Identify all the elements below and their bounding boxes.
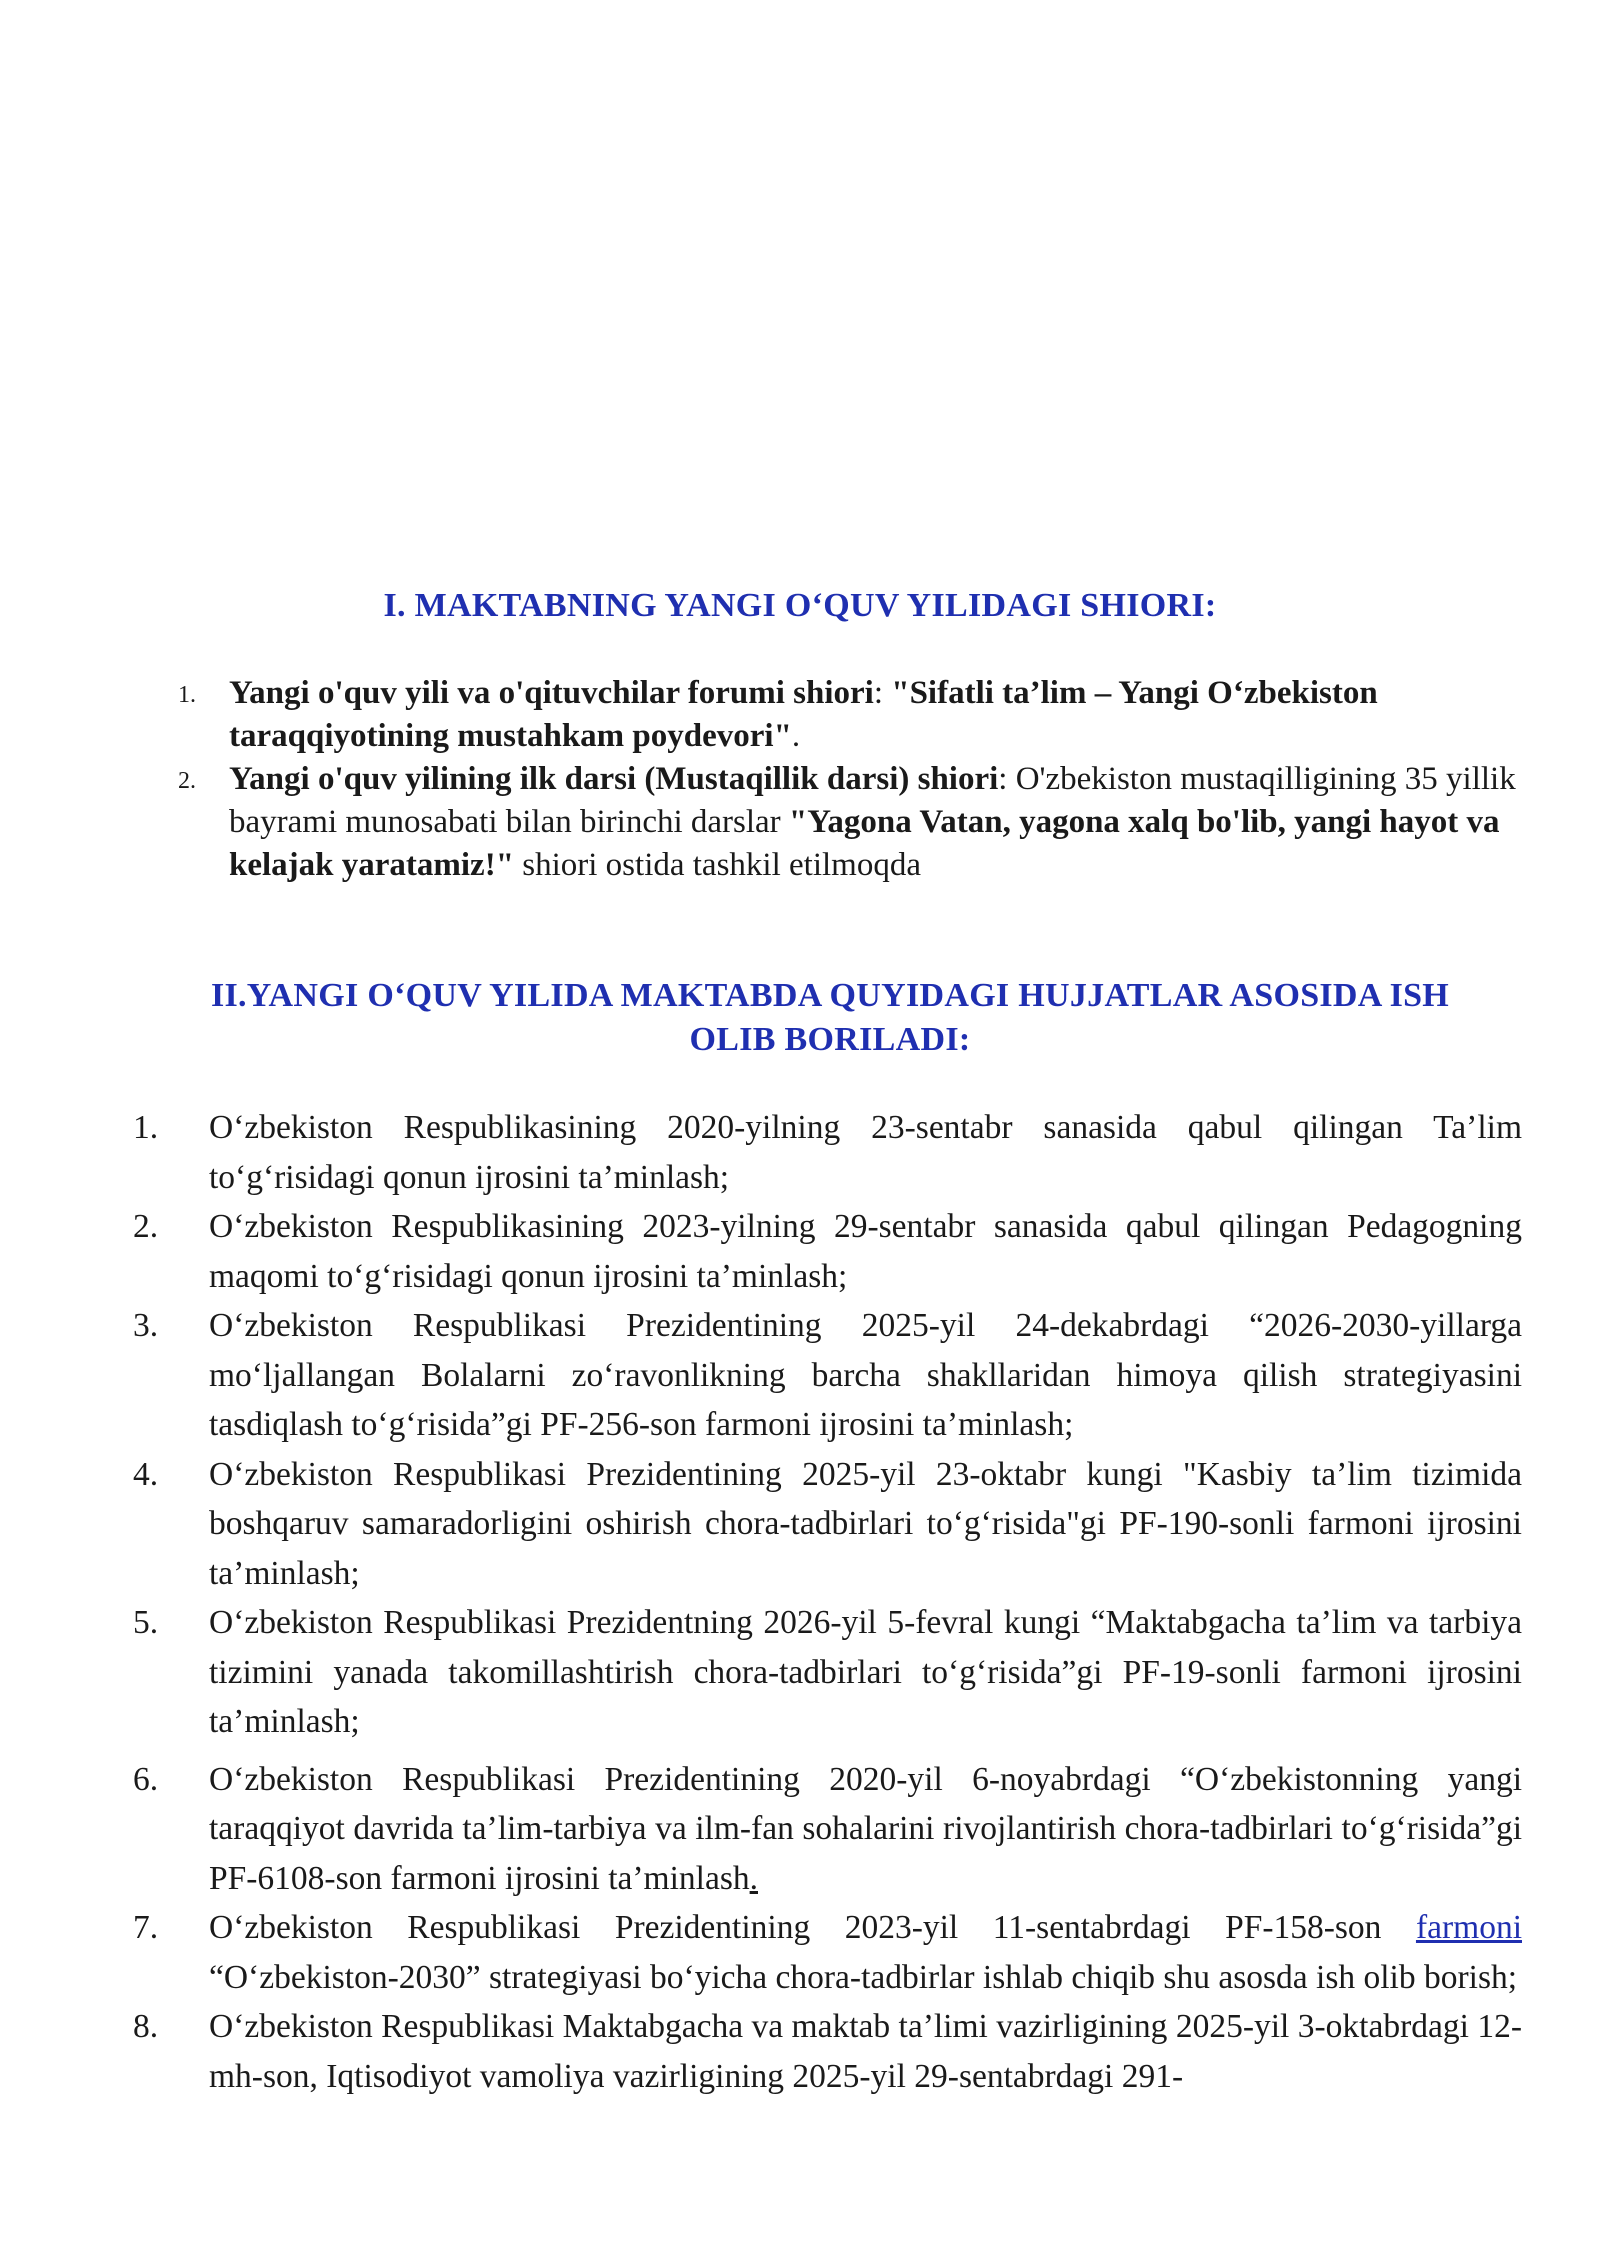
item-tail: . — [749, 1859, 758, 1897]
item-text: O‘zbekiston Respublikasining 2020-yilning 23-sentabr sanasida qabul qilingan Ta’lim to‘g‘risidagi qonun ijrosini ta’minlash; — [209, 1109, 1522, 1196]
item-text: O‘zbekiston Respublikasi Maktabgacha va maktab ta’limi vazirligining 2025-yil 3-oktabrdagi 12-mh-son, Iqtisodiyot vamoliya vazirligining 2025-yil 29-sentabrdagi 291- — [209, 2008, 1522, 2095]
slogan-number: 2. — [178, 768, 196, 794]
slogan-quote: "Yagona Vatan, yagona xalq bo'lib, yangi hayot va kelajak yaratamiz!" — [229, 804, 1500, 883]
document-item-6 — [0, 1755, 1522, 1904]
document-item-5 — [0, 1598, 1522, 1747]
slogan-label: Yangi o'quv yili va o'qituvchilar forumi shiori — [229, 675, 874, 711]
slogan-label: Yangi o'quv yilining ilk darsi (Mustaqillik darsi) shiori — [229, 761, 999, 797]
item-text: O‘zbekiston Respublikasi Prezidentining 2025-yil 24-dekabrdagi “2026-2030-yillarga mo‘ljallangan Bolalarni zo‘ravonlikning barcha shakllaridan himoya qilish strategiyasini tasdiqlash to‘g‘risida”gi PF-256-son farmoni ijrosini ta’minlash; — [209, 1307, 1522, 1443]
item-text: O‘zbekiston Respublikasi Prezidentning 2026-yil 5-fevral kungi “Maktabgacha ta’lim va tarbiya tizimini yanada takomillashtirish chora-tadbirlari to‘g‘risida”gi PF-19-sonli farmoni ijrosini ta’minlash; — [209, 1604, 1522, 1740]
slogan-quote: "Sifatli ta’lim – Yangi O‘zbekiston taraqqiyotining mustahkam poydevori" — [229, 675, 1378, 754]
documents-list — [0, 1103, 1600, 2101]
document-item-2 — [0, 1202, 1522, 1301]
item-number: 6. — [133, 1760, 159, 1798]
document-item-3 — [0, 1301, 1522, 1450]
section-2-heading — [130, 974, 1530, 1062]
slogan-text: : O'zbekiston mustaqilligining 35 yillik bayrami munosabati bilan birinchi darslar — [229, 761, 1516, 840]
slogan-tail: shiori ostida tashkil etilmoqda — [514, 847, 921, 883]
section-1-heading: I. MAKTABNING YANGI O‘QUV YILIDAGI SHIORI: — [383, 587, 1217, 624]
item-number: 8. — [133, 2008, 159, 2045]
slogan-list — [0, 672, 1600, 887]
item-text: O‘zbekiston Respublikasi Prezidentining 2025-yil 23-oktabr kungi "Kasbiy ta’lim tizimida boshqaruv samaradorligini oshirish chora-tadbirlari to‘g‘risida"gi PF-190-sonli farmoni ijrosini ta’minlash; — [209, 1455, 1522, 1592]
document-item-4 — [0, 1450, 1522, 1599]
item-text: O‘zbekiston Respublikasining 2023-yilning 29-sentabr sanasida qabul qilingan Pedagogning maqomi to‘g‘risidagi qonun ijrosini ta’minlash; — [209, 1208, 1522, 1295]
slogan-item-2 — [0, 758, 1529, 887]
item-text: O‘zbekiston Respublikasi Prezidentining 2023-yil 11-sentabrdagi PF-158-son — [209, 1909, 1416, 1946]
slogan-colon: : — [873, 675, 892, 711]
section-2-heading-line-1: II.YANGI O‘QUV YILIDA MAKTABDA QUYIDAGI HUJJATLAR ASOSIDA ISH — [210, 977, 1450, 1014]
item-number: 1. — [133, 1109, 159, 1146]
item-number: 4. — [133, 1455, 159, 1493]
slogan-tail: . — [791, 718, 801, 754]
slogan-number: 1. — [178, 682, 196, 708]
item-number: 5. — [133, 1604, 159, 1641]
item-text-after: “O‘zbekiston-2030” strategiyasi bo‘yicha chora-tadbirlar ishlab chiqib shu asosda ish olib borish; — [209, 1958, 1518, 1996]
item-text: O‘zbekiston Respublikasi Prezidentining 2020-yil 6-noyabrdagi “O‘zbekistonning yangi taraqqiyot davrida ta’lim-tarbiya va ilm-fan sohalarini rivojlantirish chora-tadbirlari to‘g‘risida”gi PF-6108-son farmoni ijrosini ta’minlash — [209, 1760, 1522, 1897]
document-item-1 — [0, 1103, 1522, 1202]
section-2-heading-line-2: OLIB BORILADI: — [689, 1021, 971, 1058]
document-item-8 — [0, 2002, 1522, 2101]
item-number: 3. — [133, 1307, 159, 1344]
document-item-7 — [0, 1903, 1522, 2002]
farmoni-link[interactable]: farmoni — [1415, 1909, 1522, 1946]
slogan-item-1 — [0, 672, 1529, 758]
item-number: 7. — [133, 1909, 159, 1946]
item-number: 2. — [133, 1208, 159, 1245]
